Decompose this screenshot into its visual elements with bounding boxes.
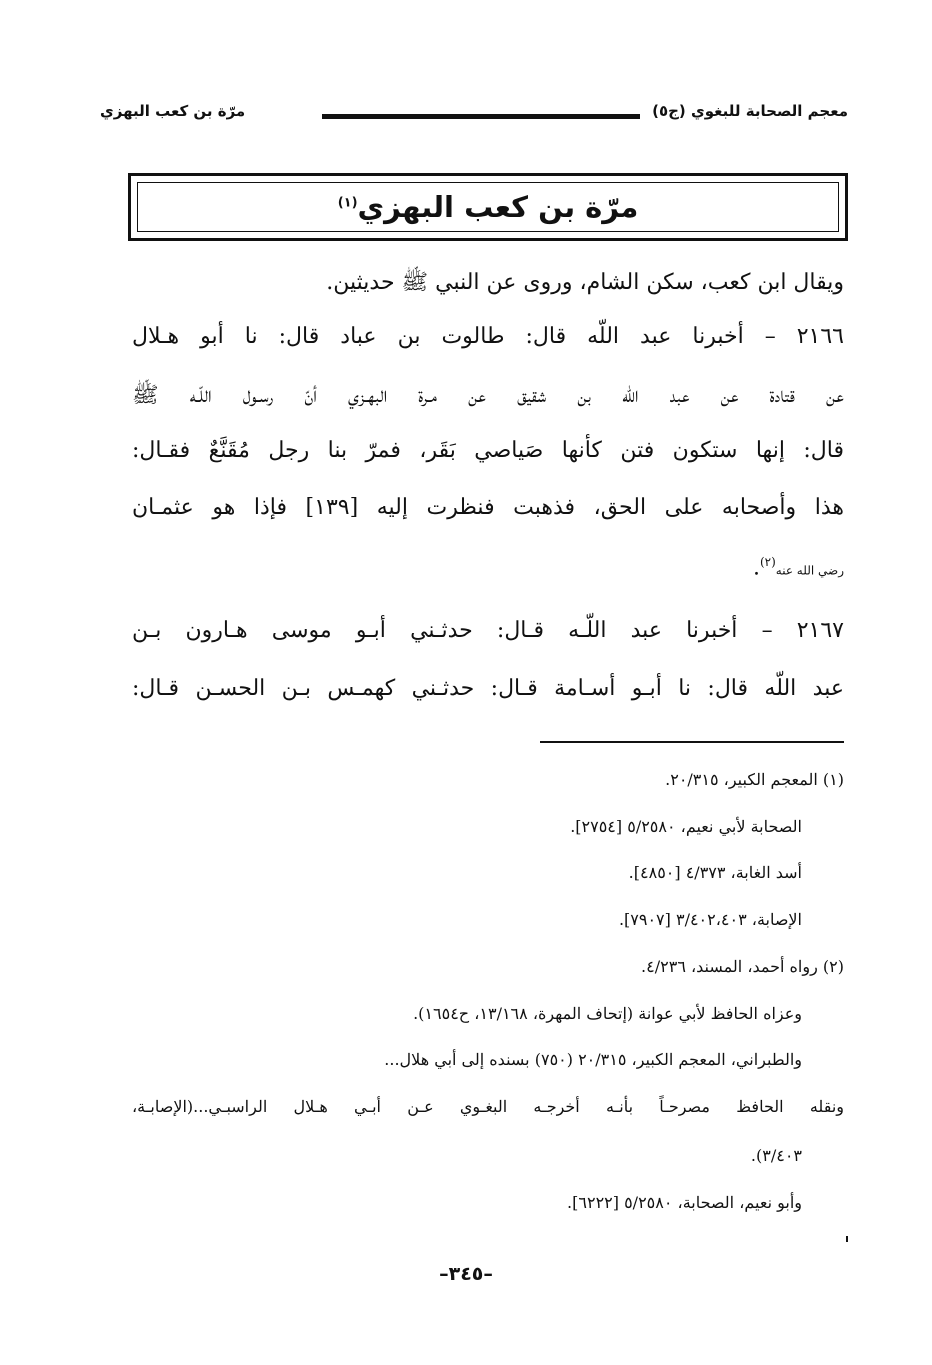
body-line-4: قال: إنها ستكون فتن كأنها صَياصي بَقَر، فمرّ بنا رجل مُقَنَّعٌ فقـال:	[132, 438, 844, 463]
body-line-5: هذا وأصحابه على الحق، فذهبت فنظرت إليه [١٣٩] فإذا هو عثمـان	[132, 495, 844, 520]
body-line-7: ٢١٦٧ – أخبرنا عبد اللّـه قـال: حدثـني أبـو موسى هـارون بـن	[132, 618, 844, 643]
body-line-6	[132, 555, 844, 580]
footnote-2: (٢) رواه أحمد، المسند، ٤/٢٣٦.	[641, 957, 844, 976]
entry-title-footnote-ref: (١)	[337, 195, 358, 211]
running-header	[100, 100, 848, 134]
body-line-2: ٢١٦٦ – أخبرنا عبد اللّه قال: طالوت بن عباد قال: نا أبو هـلال	[132, 324, 844, 349]
footnote-1: (١) المعجم الكبير، ٢٠/٣١٥.	[665, 770, 844, 789]
page-number: –٣٤٥–	[439, 1263, 493, 1285]
header-rule	[322, 114, 640, 119]
line-6-period: .	[752, 555, 760, 581]
footnote-2-line-4: ونقله الحافظ مصرحـاً بأنـه أخرجـه البغـوي عـن أبـي هـلال الراسبـي...(الإصابـة،	[132, 1097, 844, 1116]
body-line-3: عن قتادة عن عبد اللّه بن شقيق عن مـرة البهـزي أنّ رسـول اللّـه ﷺ	[132, 383, 844, 408]
footnote-2-line-6: وأبو نعيم، الصحابة، ٥/٢٥٨٠ [٦٢٢٢].	[567, 1193, 802, 1212]
entry-title-frame	[128, 173, 848, 241]
honorific-ligature: رضي الله عنه	[775, 563, 844, 578]
header-book-title: معجم الصحابة للبغوي (ج٥)	[652, 102, 848, 120]
margin-mark	[846, 1236, 848, 1242]
footnote-ref-2: (٢)	[759, 555, 776, 569]
footnote-1-source-3: أسد الغابة، ٤/٣٧٣ [٤٨٥٠].	[628, 863, 802, 882]
footnote-separator	[540, 741, 844, 743]
entry-title-text: مرّة بن كعب البهزي	[357, 190, 639, 224]
footnote-2-line-5: ٣/٤٠٣).	[750, 1146, 802, 1165]
entry-title	[338, 190, 639, 224]
footnote-2-line-3: والطبراني، المعجم الكبير، ٢٠/٣١٥ (٧٥٠) بسنده إلى أبي هلال...	[384, 1050, 802, 1069]
entry-title-inner-frame	[137, 182, 839, 232]
body-line-8: عبد اللّه قال: نا أبـو أسـامة قـال: حدثـني كهمـس بـن الحسـن قـال:	[132, 676, 844, 701]
header-entry-name: مرّة بن كعب البهزي	[100, 102, 246, 120]
footnote-1-source-2: الصحابة لأبي نعيم، ٥/٢٥٨٠ [٢٧٥٤].	[570, 817, 802, 836]
body-line-1: ويقال ابن كعب، سكن الشام، وروى عن النبي ﷺ حديثين.	[326, 270, 844, 295]
footnote-1-source-4: الإصابة، ٣/٤٠٢،٤٠٣ [٧٩٠٧].	[618, 910, 802, 929]
footnote-2-line-2: وعزاه الحافظ لأبي عوانة (إتحاف المهرة، ١٣/١٦٨، ح١٦٥٤).	[413, 1004, 802, 1023]
